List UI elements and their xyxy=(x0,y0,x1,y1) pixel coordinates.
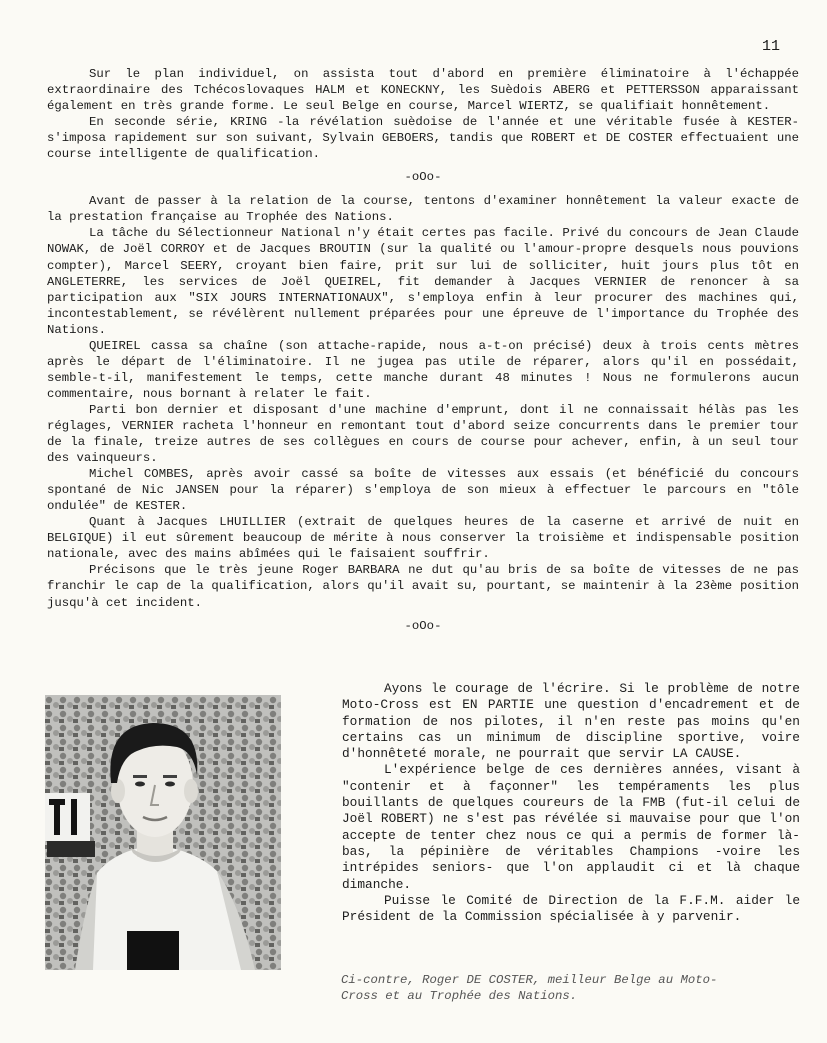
paragraph: Sur le plan individuel, on assista tout d'abord en première éliminatoire à l'échappée extraordinaire des Tchécoslovaques HALM et KONECKNY, les Suèdois ABERG et PETTERSSON apparaissant également en très grande forme. Le seul Belge en course, Marcel WIERTZ, se qualifiait honnêtement. xyxy=(47,67,799,114)
paragraph: QUEIREL cassa sa chaîne (son attache-rapide, nous a-t-on précisé) deux à trois cents mètres après le départ de l'éliminatoire. Il ne jugea pas utile de réparer, alors qu'il en possédait, semble-t-il, manifestement le temps, cette manche durant 48 minutes ! Nous ne formulerons aucun commentaire, nous bornant à relater le fait. xyxy=(47,338,799,401)
photo-caption: Ci-contre, Roger DE COSTER, meilleur Belge au Moto-Cross et au Trophée des Nations. xyxy=(341,973,718,1004)
paragraph: Ayons le courage de l'écrire. Si le problème de notre Moto-Cross est EN PARTIE une question d'encadrement et de formation de nos pilotes, il n'en reste pas moins qu'en certains cas un minimum de discipline sportive, voire d'honnêteté morale, ne pourrait que servir LA CAUSE. xyxy=(342,681,800,762)
paragraph: Avant de passer à la relation de la course, tentons d'examiner honnêtement la valeur exacte de la prestation française au Trophée des Nations. xyxy=(47,194,799,225)
paragraph: En seconde série, KRING -la révélation suèdoise de l'année et une véritable fusée à KESTER- s'imposa rapidement sur son suivant, Sylvain GEBOERS, tandis que ROBERT et DE COSTER effectuaient une course intelligente de qualification. xyxy=(47,115,799,162)
editorial-column xyxy=(342,681,800,925)
paragraph: Puisse le Comité de Direction de la F.F.M. aider le Président de la Commission spécialisée à y parvenir. xyxy=(342,892,800,925)
paragraph: Quant à Jacques LHUILLIER (extrait de quelques heures de la caserne et arrivé de nuit en BELGIQUE) il eut sûrement beaucoup de mérite à nous conserver la troisième et indispensable position nationale, avec des mains abîmées qui le faisaient souffrir. xyxy=(47,515,799,562)
article-body xyxy=(47,66,799,634)
section-separator: -oOo- xyxy=(404,618,442,633)
section-separator: -oOo- xyxy=(404,170,442,185)
portrait-photo xyxy=(45,695,281,970)
paragraph: Précisons que le très jeune Roger BARBARA ne dut qu'au bris de sa boîte de vitesses de ne pas franchir le cap de la qualification, alors qu'il avait su, pourtant, se maintenir à la 23ème position jusqu'à cet incident. xyxy=(47,563,799,610)
paragraph: La tâche du Sélectionneur National n'y était certes pas facile. Privé du concours de Jean Claude NOWAK, de Joël CORROY et de Jacques BROUTIN (sur la qualité ou l'amour-propre desquels nous pouvions compter), Marcel SEERY, croyant bien faire, prit sur lui de solliciter, huit jours plus tôt en ANGLETERRE, les services de Joël QUEIREL, fit demander à Jacques VERNIER de renoncer à sa participation aux "SIX JOURS INTERNATIONAUX", s'employa enfin à leur procurer des machines qui, incontestablement, se révélèrent nullement préparées pour une épreuve de l'importance du Trophée des Nations. xyxy=(47,226,799,337)
paragraph: L'expérience belge de ces dernières années, visant à "contenir et à façonner" les tempéraments les plus bouillants de quelques coureurs de la FMB (fut-il celui de Joël ROBERT) ne s'est pas révélée si mauvaise pour que l'on accepte de tenter chez nous ce qui a permis de former là-bas, la pépinière de véritables Champions -voire les intrépides seniors- que l'on applaudit ci et là chaque dimanche. xyxy=(342,762,800,892)
page-number: 11 xyxy=(762,38,781,55)
paragraph: Parti bon dernier et disposant d'une machine d'emprunt, dont il ne connaissait hélàs pas les réglages, VERNIER racheta l'honneur en remontant tout d'abord seize concurrents dans le premier tour de la finale, treize autres de ses collègues en cours de course pour achever, enfin, à un seul tour des vainqueurs. xyxy=(47,402,799,466)
paragraph: Michel COMBES, après avoir cassé sa boîte de vitesses aux essais (et bénéficié du concours spontané de Nic JANSEN pour la réparer) s'employa de son mieux à effectuer le parcours en "tôle ondulée" de KESTER. xyxy=(47,467,799,514)
portrait-photo-icon xyxy=(45,695,281,970)
